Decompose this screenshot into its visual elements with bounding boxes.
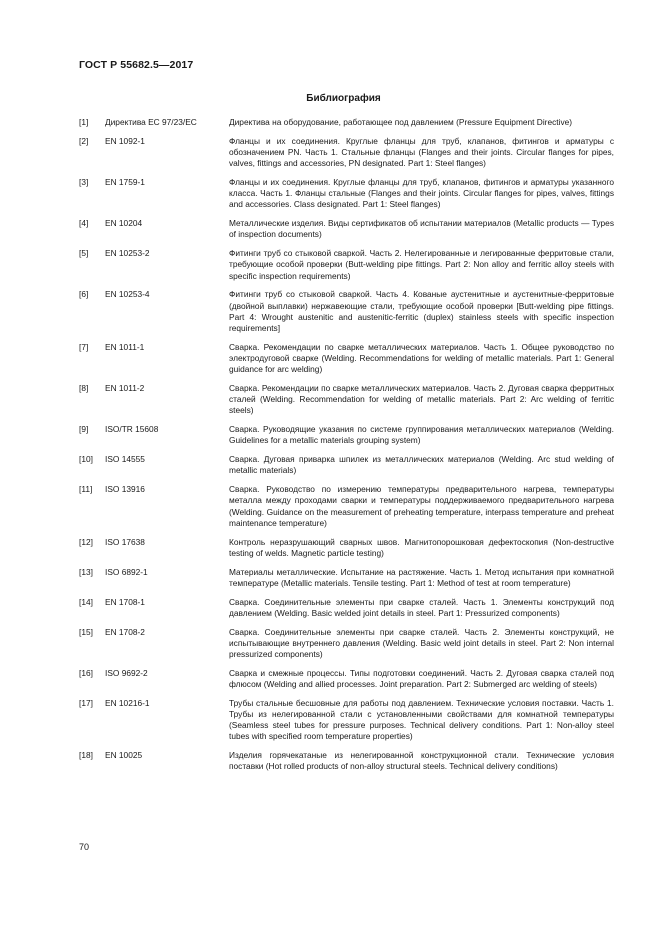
- entry-standard-code: EN 1708-2: [105, 626, 145, 637]
- entry-standard-code: ISO 6892-1: [105, 566, 148, 577]
- entry-description: Сварка. Рекомендации по сварке металлических материалов. Часть 1. Общее руководство по электродуговой сварке (Welding. Recommendations for welding of metallic materials. Part 1: General guidance for arc welding): [229, 341, 614, 375]
- entry-number: [4]: [79, 218, 89, 229]
- entry-number: [1]: [79, 117, 89, 127]
- entry-number: [8]: [79, 383, 89, 394]
- entry-description: Металлические изделия. Виды сертификатов об испытании материалов (Metallic products — Types of inspection documents): [229, 218, 614, 240]
- bibliography-entry: [79, 289, 614, 334]
- bibliography-entry: [79, 342, 614, 376]
- bibliography-entry: [79, 248, 614, 282]
- entry-standard-code: EN 1708-1: [105, 596, 145, 607]
- entry-number: [2]: [79, 135, 89, 146]
- bibliography-entry: [79, 627, 614, 661]
- entry-number: [9]: [79, 424, 89, 435]
- entry-description: Сварка. Рекомендации по сварке металлических материалов. Часть 2. Дуговая сварка ферритных сталей (Welding. Recommendation for welding of metallic materials. Part 2: Arc welding of ferritic steels): [229, 383, 614, 416]
- bibliography-entry: [79, 698, 614, 743]
- entry-description: Фланцы и их соединения. Круглые фланцы для труб, клапанов, фитингов и арматуры с обозначением PN. Часть 1. Стальные фланцы (Flanges and their joints. Circular flanges for pipes, valves, fittings and accessories, PN designated. Part 1: Steel flanges): [229, 135, 614, 169]
- entry-standard-code: EN 1011-1: [105, 341, 145, 352]
- bibliography-entry: [79, 218, 614, 240]
- entry-number: [12]: [79, 536, 93, 547]
- entry-standard-code: EN 1092-1: [105, 135, 145, 146]
- entry-standard-code: EN 1759-1: [105, 177, 145, 187]
- bibliography-entry: [79, 454, 614, 476]
- entry-description: Сварка. Соединительные элементы при сварке сталей. Часть 1. Элементы конструкций под давлением (Welding. Basic welded joint details in steel. Part 1: Pressurized components): [229, 596, 614, 618]
- entry-number: [16]: [79, 667, 93, 678]
- entry-standard-code: ISO 13916: [105, 484, 145, 495]
- entry-number: [5]: [79, 248, 89, 259]
- entry-standard-code: ISO 17638: [105, 536, 145, 547]
- entry-number: [10]: [79, 454, 93, 465]
- bibliography-entry: [79, 117, 614, 128]
- entry-description: Изделия горячекатаные из нелегированной конструкционной стали. Технические условия поставки (Hot rolled products of non-alloy structural steels. Technical delivery conditions): [229, 750, 614, 772]
- entry-description: Сварка. Дуговая приварка шпилек из металлических материалов (Welding. Arc stud welding of metallic materials): [229, 454, 614, 476]
- bibliography-title: Библиография: [306, 93, 381, 104]
- bibliography-entry: [79, 177, 614, 211]
- entry-description: Материалы металлические. Испытание на растяжение. Часть 1. Метод испытания при комнатной температуре (Metallic materials. Tensile testing. Part 1: Method of test at room temperature): [229, 566, 614, 588]
- entry-description: Контроль неразрушающий сварных швов. Магнитопорошковая дефектоскопия (Non-destructive testing of welds. Magnetic particle testing): [229, 536, 614, 558]
- entry-description: Фланцы и их соединения. Круглые фланцы для труб, клапанов, фитингов и арматуры указанного класса. Часть 1. Фланцы стальные (Flanges and their joints. Circular flanges for pipes, valves, fittings and accessories. Class designated. Part 1: Steel flanges): [229, 177, 614, 210]
- entry-standard-code: ISO 9692-2: [105, 667, 148, 678]
- entry-standard-code: EN 1011-2: [105, 383, 145, 394]
- bibliography-entry: [79, 424, 614, 446]
- entry-number: [13]: [79, 566, 93, 577]
- entry-number: [17]: [79, 697, 93, 708]
- entry-description: Сварка. Руководящие указания по системе группирования металлических материалов (Welding. Guidelines for a metallic materials grouping system): [229, 424, 614, 446]
- entry-description: Фитинги труб со стыковой сваркой. Часть 2. Нелегированные и легированные ферритовые стали, требующие особой проверки (Butt-welding pipe fittings. Part 2: Non alloy and ferritic alloy steels with specific inspection requirements): [229, 248, 614, 281]
- entry-description: Трубы стальные бесшовные для работы под давлением. Технические условия поставки. Часть 1. Трубы из нелегированной стали с установленными свойствами для комнатной температуры (Seamless steel tubes for pressure purposes. Technical delivery conditions. Part 1: Non-alloy steel tubes with specified room temperature properties): [229, 697, 614, 742]
- entry-description: Сварка. Соединительные элементы при сварке сталей. Часть 2. Элементы конструкций, не испытывающие внутреннего давления (Welding. Basic weld joint details in steel. Part 2: Non internal pressurized components): [229, 626, 614, 660]
- bibliography-entry: [79, 383, 614, 417]
- page-header-standard: ГОСТ Р 55682.5—2017: [79, 59, 194, 71]
- entry-standard-code: EN 10253-2: [105, 248, 150, 259]
- entry-standard-code: EN 10216-1: [105, 697, 150, 708]
- entry-standard-code: Директива ЕС 97/23/ЕС: [105, 117, 197, 127]
- bibliography-entry: [79, 484, 614, 529]
- entry-standard-code: EN 10253-4: [105, 289, 150, 300]
- entry-standard-code: EN 10204: [105, 218, 143, 229]
- bibliography-entry: [79, 597, 614, 619]
- bibliography-entry: [79, 750, 614, 772]
- bibliography-entry: [79, 136, 614, 170]
- entry-number: [18]: [79, 750, 93, 761]
- entry-number: [11]: [79, 484, 93, 495]
- bibliography-entry: [79, 668, 614, 690]
- entry-standard-code: EN 10025: [105, 750, 143, 761]
- entry-number: [15]: [79, 626, 93, 637]
- page-number: 70: [79, 842, 90, 852]
- entry-standard-code: ISO/TR 15608: [105, 424, 159, 435]
- entry-number: [6]: [79, 289, 89, 300]
- bibliography-entry: [79, 567, 614, 589]
- bibliography-list: [79, 117, 614, 780]
- entry-description: Сварка и смежные процессы. Типы подготовки соединений. Часть 2. Дуговая сварка сталей под флюсом (Welding and allied processes. Joint preparation. Part 2: Submerged arc welding of steels): [229, 667, 614, 690]
- entry-description: Сварка. Руководство по измерению температуры предварительного нагрева, температуры металла между проходами сварки и температуры поддерживаемого предварительного нагрева (Welding. Guidance on the measurement of preheating temperature, interpass temperature and preheat maintenance temperature): [229, 484, 614, 528]
- entry-number: [14]: [79, 596, 93, 607]
- entry-number: [7]: [79, 341, 89, 352]
- bibliography-entry: [79, 537, 614, 559]
- entry-number: [3]: [79, 177, 89, 187]
- entry-standard-code: ISO 14555: [105, 454, 145, 465]
- entry-description: Фитинги труб со стыковой сваркой. Часть 4. Кованые аустенитные и аустенитные-ферритовые (двойной выплавки) нержавеющие стали, требующие особой проверки [Butt-welding pipe fittings. Part 4: Wrought austenitic and austenitic-ferritic (duplex) stainless steels with specific inspection requirements]: [229, 289, 614, 334]
- entry-description: Директива на оборудование, работающее под давлением (Pressure Equipment Directive): [229, 117, 573, 127]
